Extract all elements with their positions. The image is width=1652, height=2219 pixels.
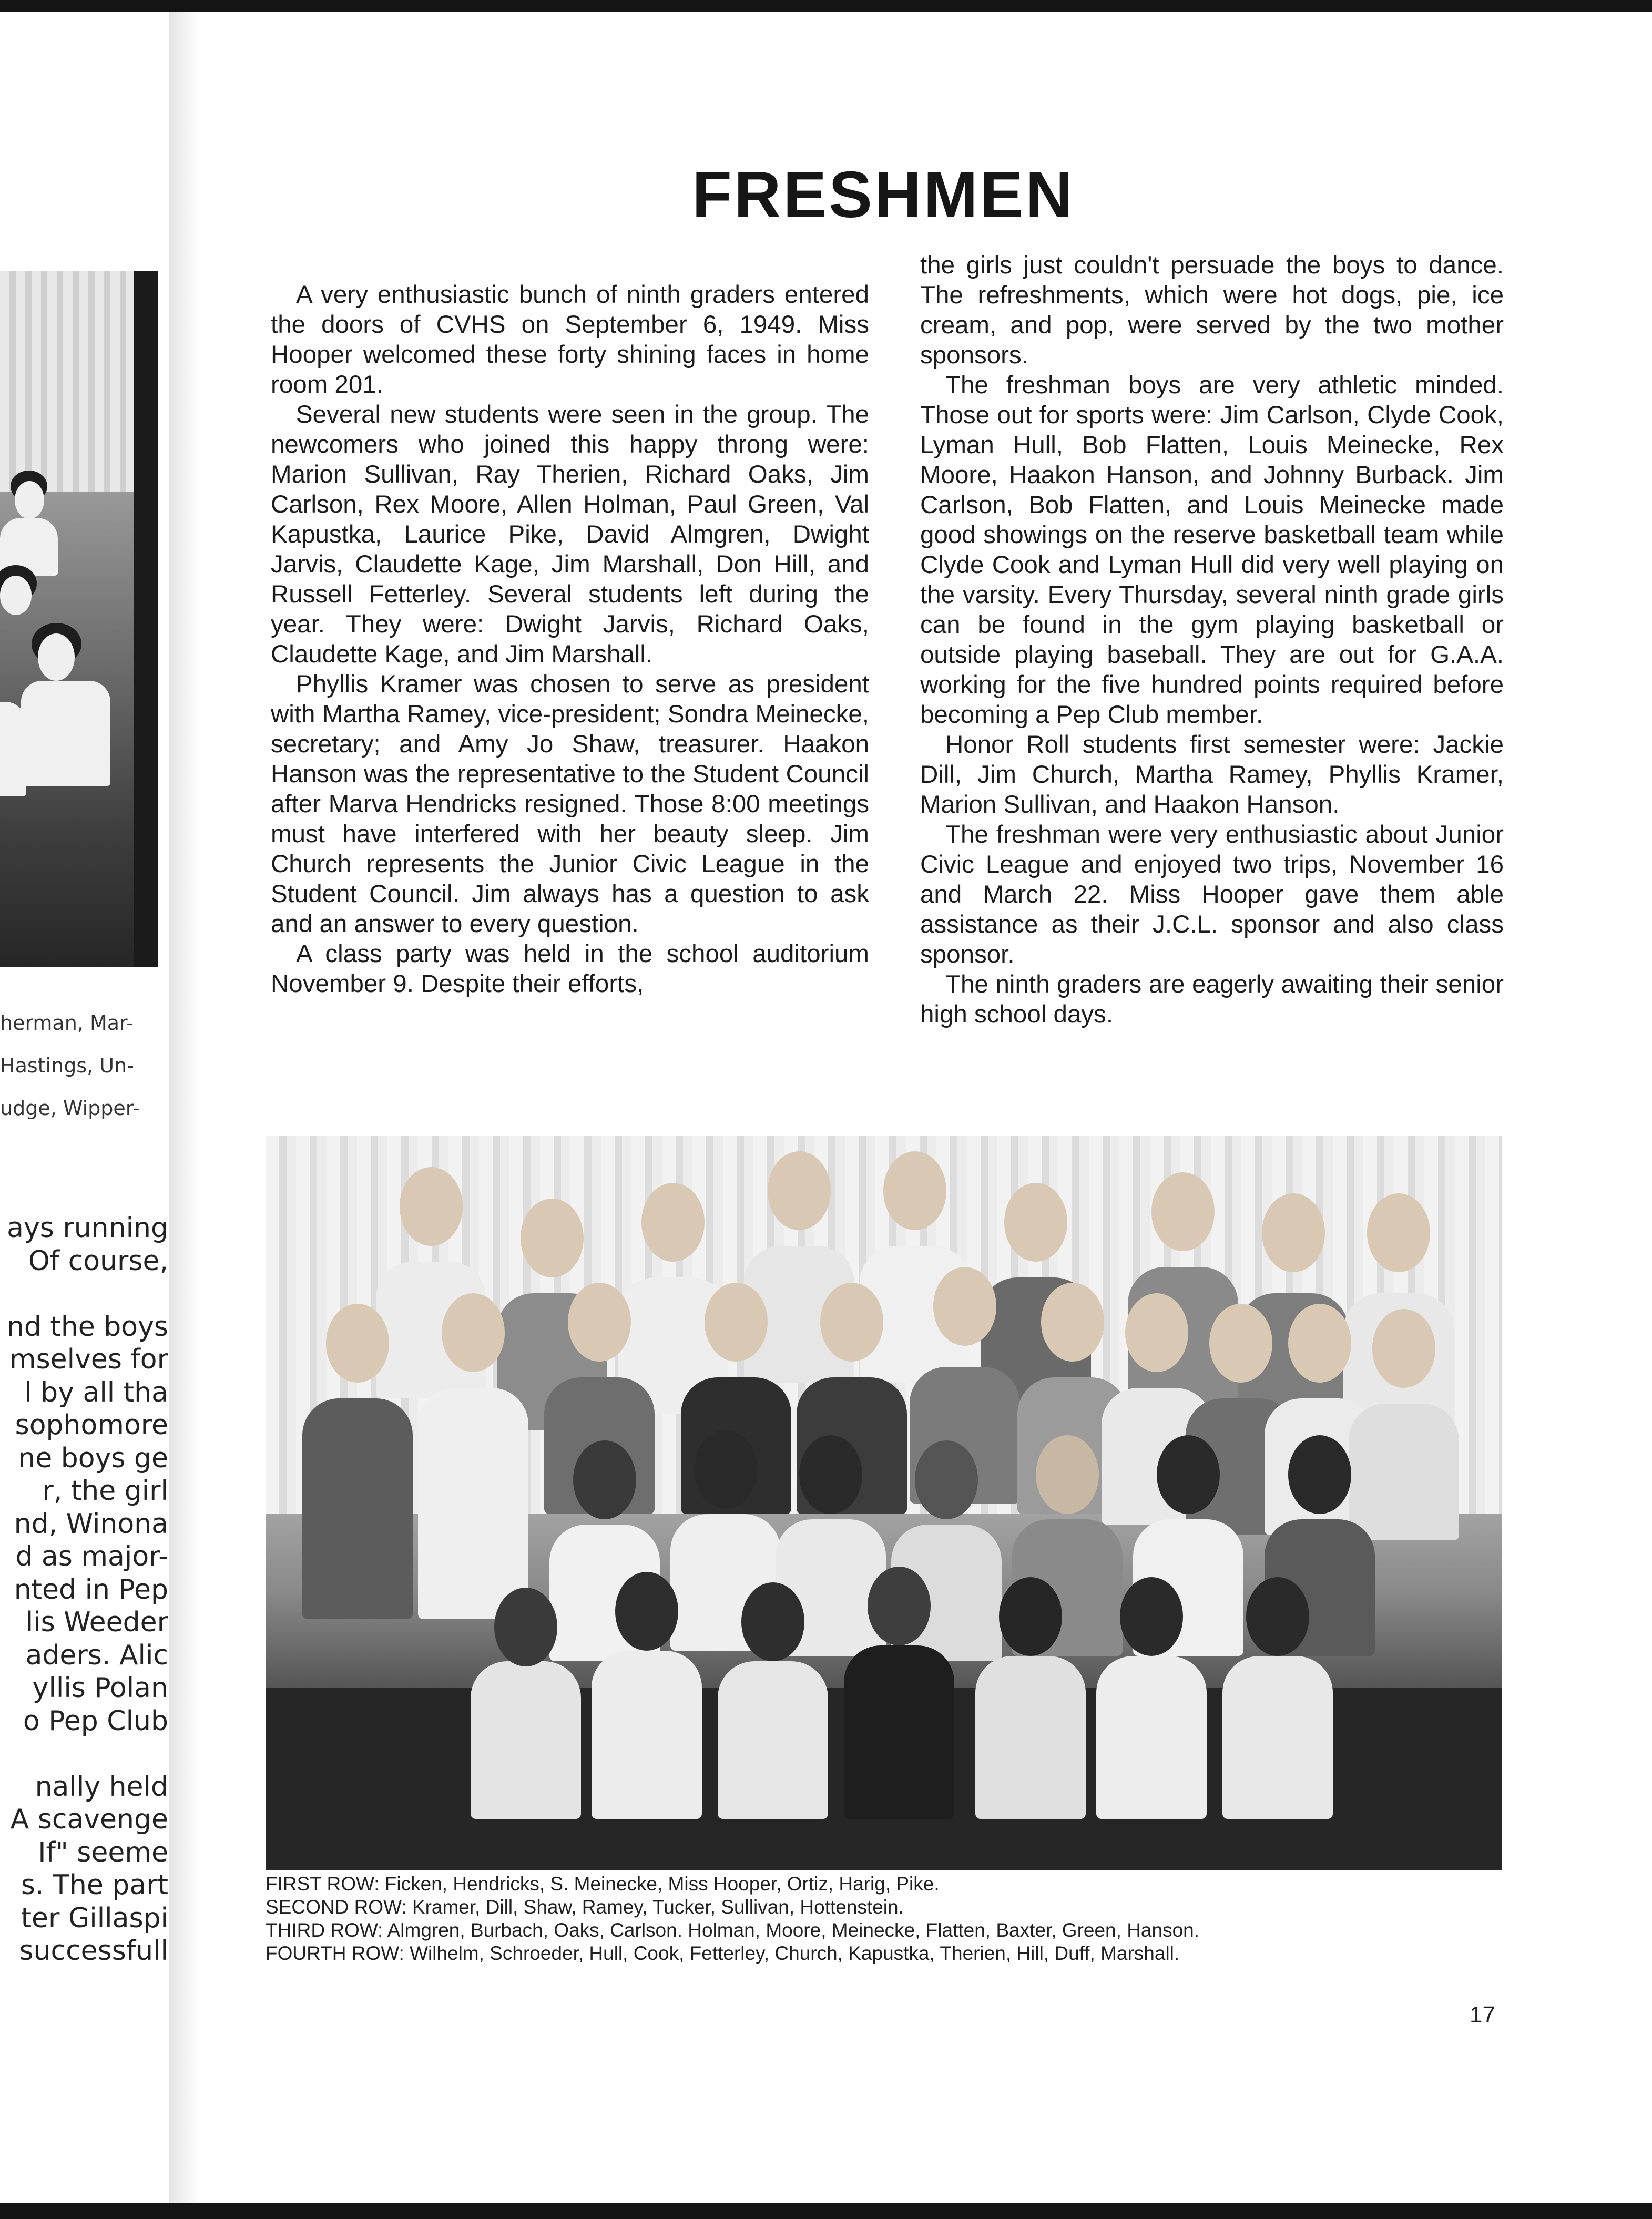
- adjacent-text-line: successfull: [19, 1935, 168, 1967]
- adjacent-text-line: ter Gillaspi: [21, 1902, 168, 1934]
- adjacent-caption-line: herman, Mar-: [0, 1011, 134, 1035]
- paragraph: the girls just couldn't persuade the boys to dance. The refreshments, which were hot dogs, pie, ice cream, and pop, were served by the two mother sponsors.: [920, 251, 1504, 369]
- adjacent-text-line: ays running: [7, 1212, 168, 1244]
- adjacent-text-line: lis Weeder: [25, 1607, 168, 1638]
- caption-fourth-row: FOURTH ROW: Wilhelm, Schroeder, Hull, Cook, Fetterley, Church, Kapustka, Therien, Hill, Duff, Marshall.: [266, 1942, 1180, 1964]
- adjacent-text-line: mselves for: [9, 1344, 168, 1375]
- page-title: FRESHMEN: [692, 159, 1075, 231]
- adjacent-text-line: Of course,: [28, 1245, 168, 1277]
- student-figure: [1096, 1656, 1207, 1819]
- student-figure: [1120, 1577, 1183, 1656]
- class-group-photo: [266, 1136, 1502, 1870]
- book-gutter: [169, 12, 201, 2203]
- adjacent-text-line: o Pep Club: [23, 1705, 168, 1737]
- student-figure: [933, 1267, 996, 1346]
- student-figure: [844, 1645, 954, 1819]
- adjacent-text-line: yllis Polan: [32, 1672, 168, 1704]
- student-figure: [1288, 1304, 1351, 1383]
- student-figure: [1349, 1404, 1459, 1540]
- adjacent-page-photo: [0, 271, 158, 967]
- adjacent-text-line: If" seeme: [38, 1836, 168, 1868]
- student-figure: [768, 1151, 831, 1230]
- adjacent-photo-figure: [21, 681, 110, 786]
- student-figure: [1041, 1283, 1104, 1362]
- adjacent-photo-figure: [0, 702, 26, 796]
- student-figure: [1222, 1656, 1333, 1819]
- adjacent-text-line: l by all tha: [24, 1376, 168, 1408]
- adjacent-text-line: nted in Pep: [14, 1573, 168, 1606]
- student-figure: [1288, 1435, 1351, 1514]
- article-column-left: [271, 280, 869, 999]
- adjacent-text-line: sophomore: [15, 1409, 168, 1441]
- adjacent-text-line: ne boys ge: [18, 1442, 168, 1474]
- student-figure: [418, 1388, 528, 1619]
- adjacent-text-line: d as major-: [15, 1541, 168, 1572]
- student-figure: [1125, 1293, 1188, 1372]
- paragraph: A very enthusiastic bunch of ninth graders entered the doors of CVHS on September 6, 1949. Miss Hooper welcomed these forty shining faces in home room 201.: [271, 281, 869, 398]
- student-figure: [1372, 1309, 1435, 1388]
- adjacent-photo-figure: [15, 481, 44, 519]
- student-figure: [915, 1440, 978, 1519]
- student-figure: [1036, 1435, 1099, 1514]
- student-figure: [302, 1398, 413, 1619]
- caption-third-row: THIRD ROW: Almgren, Burbach, Oaks, Carlson. Holman, Moore, Meinecke, Flatten, Baxter, Green, Hanson.: [266, 1919, 1199, 1941]
- student-figure: [442, 1293, 505, 1372]
- bottom-border: [0, 2203, 1652, 2219]
- adjacent-text-line: [0, 1737, 168, 1771]
- student-figure: [799, 1435, 862, 1514]
- student-figure: [326, 1304, 389, 1383]
- adjacent-caption-line: udge, Wipper-: [0, 1097, 140, 1120]
- paragraph: Phyllis Kramer was chosen to serve as president with Martha Ramey, vice-president; Sondra Meinecke, secretary; and Amy Jo Shaw, treasurer. Haakon Hanson was the representative to the Student Council after Marva Hendricks resigned. Those 8:00 meetings must have interfered with her beauty sleep. Jim Church represents the Junior Civic League in the Student Council. Jim always has a question to ask and an answer to every question.: [271, 670, 869, 938]
- adjacent-text-line: nd, Winona: [14, 1508, 168, 1540]
- top-border: [0, 0, 1652, 12]
- adjacent-text-line: [0, 1277, 168, 1311]
- student-figure: [999, 1577, 1062, 1656]
- student-figure: [1246, 1577, 1309, 1656]
- adjacent-photo-figure: [0, 576, 32, 615]
- student-figure: [1262, 1193, 1325, 1272]
- student-figure: [400, 1167, 463, 1246]
- adjacent-text-line: A scavenge: [10, 1804, 168, 1835]
- adjacent-photo-figure: [38, 633, 75, 681]
- student-figure: [471, 1661, 581, 1819]
- student-figure: [718, 1661, 828, 1819]
- student-figure: [883, 1151, 946, 1230]
- paragraph: Several new students were seen in the group. The newcomers who joined this happy throng were: Marion Sullivan, Ray Therien, Richard Oaks, Jim Carlson, Rex Moore, Allen Holman, Paul Green, Val Kapustka, Laurice Pike, David Almgren, Dwight Jarvis, Claudette Kage, Jim Marshall, Don Hill, and Russell Fetterley. Several students left during the year. They were: Dwight Jarvis, Richard Oaks, Claudette Kage, and Jim Marshall.: [271, 401, 869, 668]
- adjacent-text-line: r, the girl: [42, 1475, 168, 1507]
- student-figure: [741, 1582, 804, 1661]
- student-figure: [868, 1567, 931, 1645]
- paragraph: The freshman were very enthusiastic about Junior Civic League and enjoyed two trips, November 16 and March 22. Miss Hooper gave them able assistance as their J.C.L. sponsor and also class sponsor.: [920, 821, 1504, 968]
- student-figure: [1209, 1304, 1272, 1383]
- student-figure: [1004, 1183, 1067, 1262]
- paragraph: A class party was held in the school auditorium November 9. Despite their efforts,: [271, 940, 869, 998]
- adjacent-text-line: nd the boys: [6, 1311, 168, 1343]
- adjacent-text-line: s. The part: [21, 1869, 168, 1901]
- adjacent-text-line: nally held: [35, 1771, 168, 1803]
- article-column-right: [920, 250, 1504, 1029]
- caption-second-row: SECOND ROW: Kramer, Dill, Shaw, Ramey, Tucker, Sullivan, Hottenstein.: [266, 1896, 904, 1918]
- student-figure: [568, 1283, 631, 1362]
- student-figure: [820, 1283, 883, 1362]
- student-figure: [694, 1430, 757, 1509]
- paragraph: The ninth graders are eagerly awaiting their senior high school days.: [920, 970, 1504, 1028]
- adjacent-photo-edge: [134, 271, 158, 967]
- student-figure: [494, 1588, 557, 1666]
- student-figure: [592, 1651, 702, 1819]
- adjacent-page-text: [0, 1212, 168, 1968]
- student-figure: [1157, 1435, 1220, 1514]
- student-figure: [975, 1656, 1086, 1819]
- paragraph: Honor Roll students first semester were: Jackie Dill, Jim Church, Martha Ramey, Phyllis Kramer, Marion Sullivan, and Haakon Hanson.: [920, 731, 1504, 819]
- student-figure: [1151, 1172, 1215, 1251]
- student-figure: [641, 1183, 705, 1262]
- student-figure: [705, 1283, 768, 1362]
- adjacent-caption-line: Hastings, Un-: [0, 1054, 134, 1077]
- student-figure: [615, 1572, 678, 1651]
- student-figure: [1367, 1193, 1430, 1272]
- paragraph: The freshman boys are very athletic minded. Those out for sports were: Jim Carlson, Clyde Cook, Lyman Hull, Bob Flatten, Louis Meinecke, Rex Moore, Haakon Hanson, and Johnny Burback. Jim Carlson, Bob Flatten, and Louis Meinecke made good showings on the reserve basketball team while Clyde Cook and Lyman Hull did very well playing on the varsity. Every Thursday, several ninth grade girls can be found in the gym playing basketball or outside playing baseball. They are out for G.A.A. working for the five hundred points required before becoming a Pep Club member.: [920, 371, 1504, 729]
- page-number: 17: [1470, 2002, 1495, 2028]
- student-figure: [573, 1440, 636, 1519]
- adjacent-text-line: aders. Alic: [25, 1639, 168, 1671]
- student-figure: [521, 1199, 584, 1277]
- photo-caption: [266, 1873, 1496, 1965]
- caption-first-row: FIRST ROW: Ficken, Hendricks, S. Meinecke, Miss Hooper, Ortiz, Harig, Pike.: [266, 1873, 940, 1895]
